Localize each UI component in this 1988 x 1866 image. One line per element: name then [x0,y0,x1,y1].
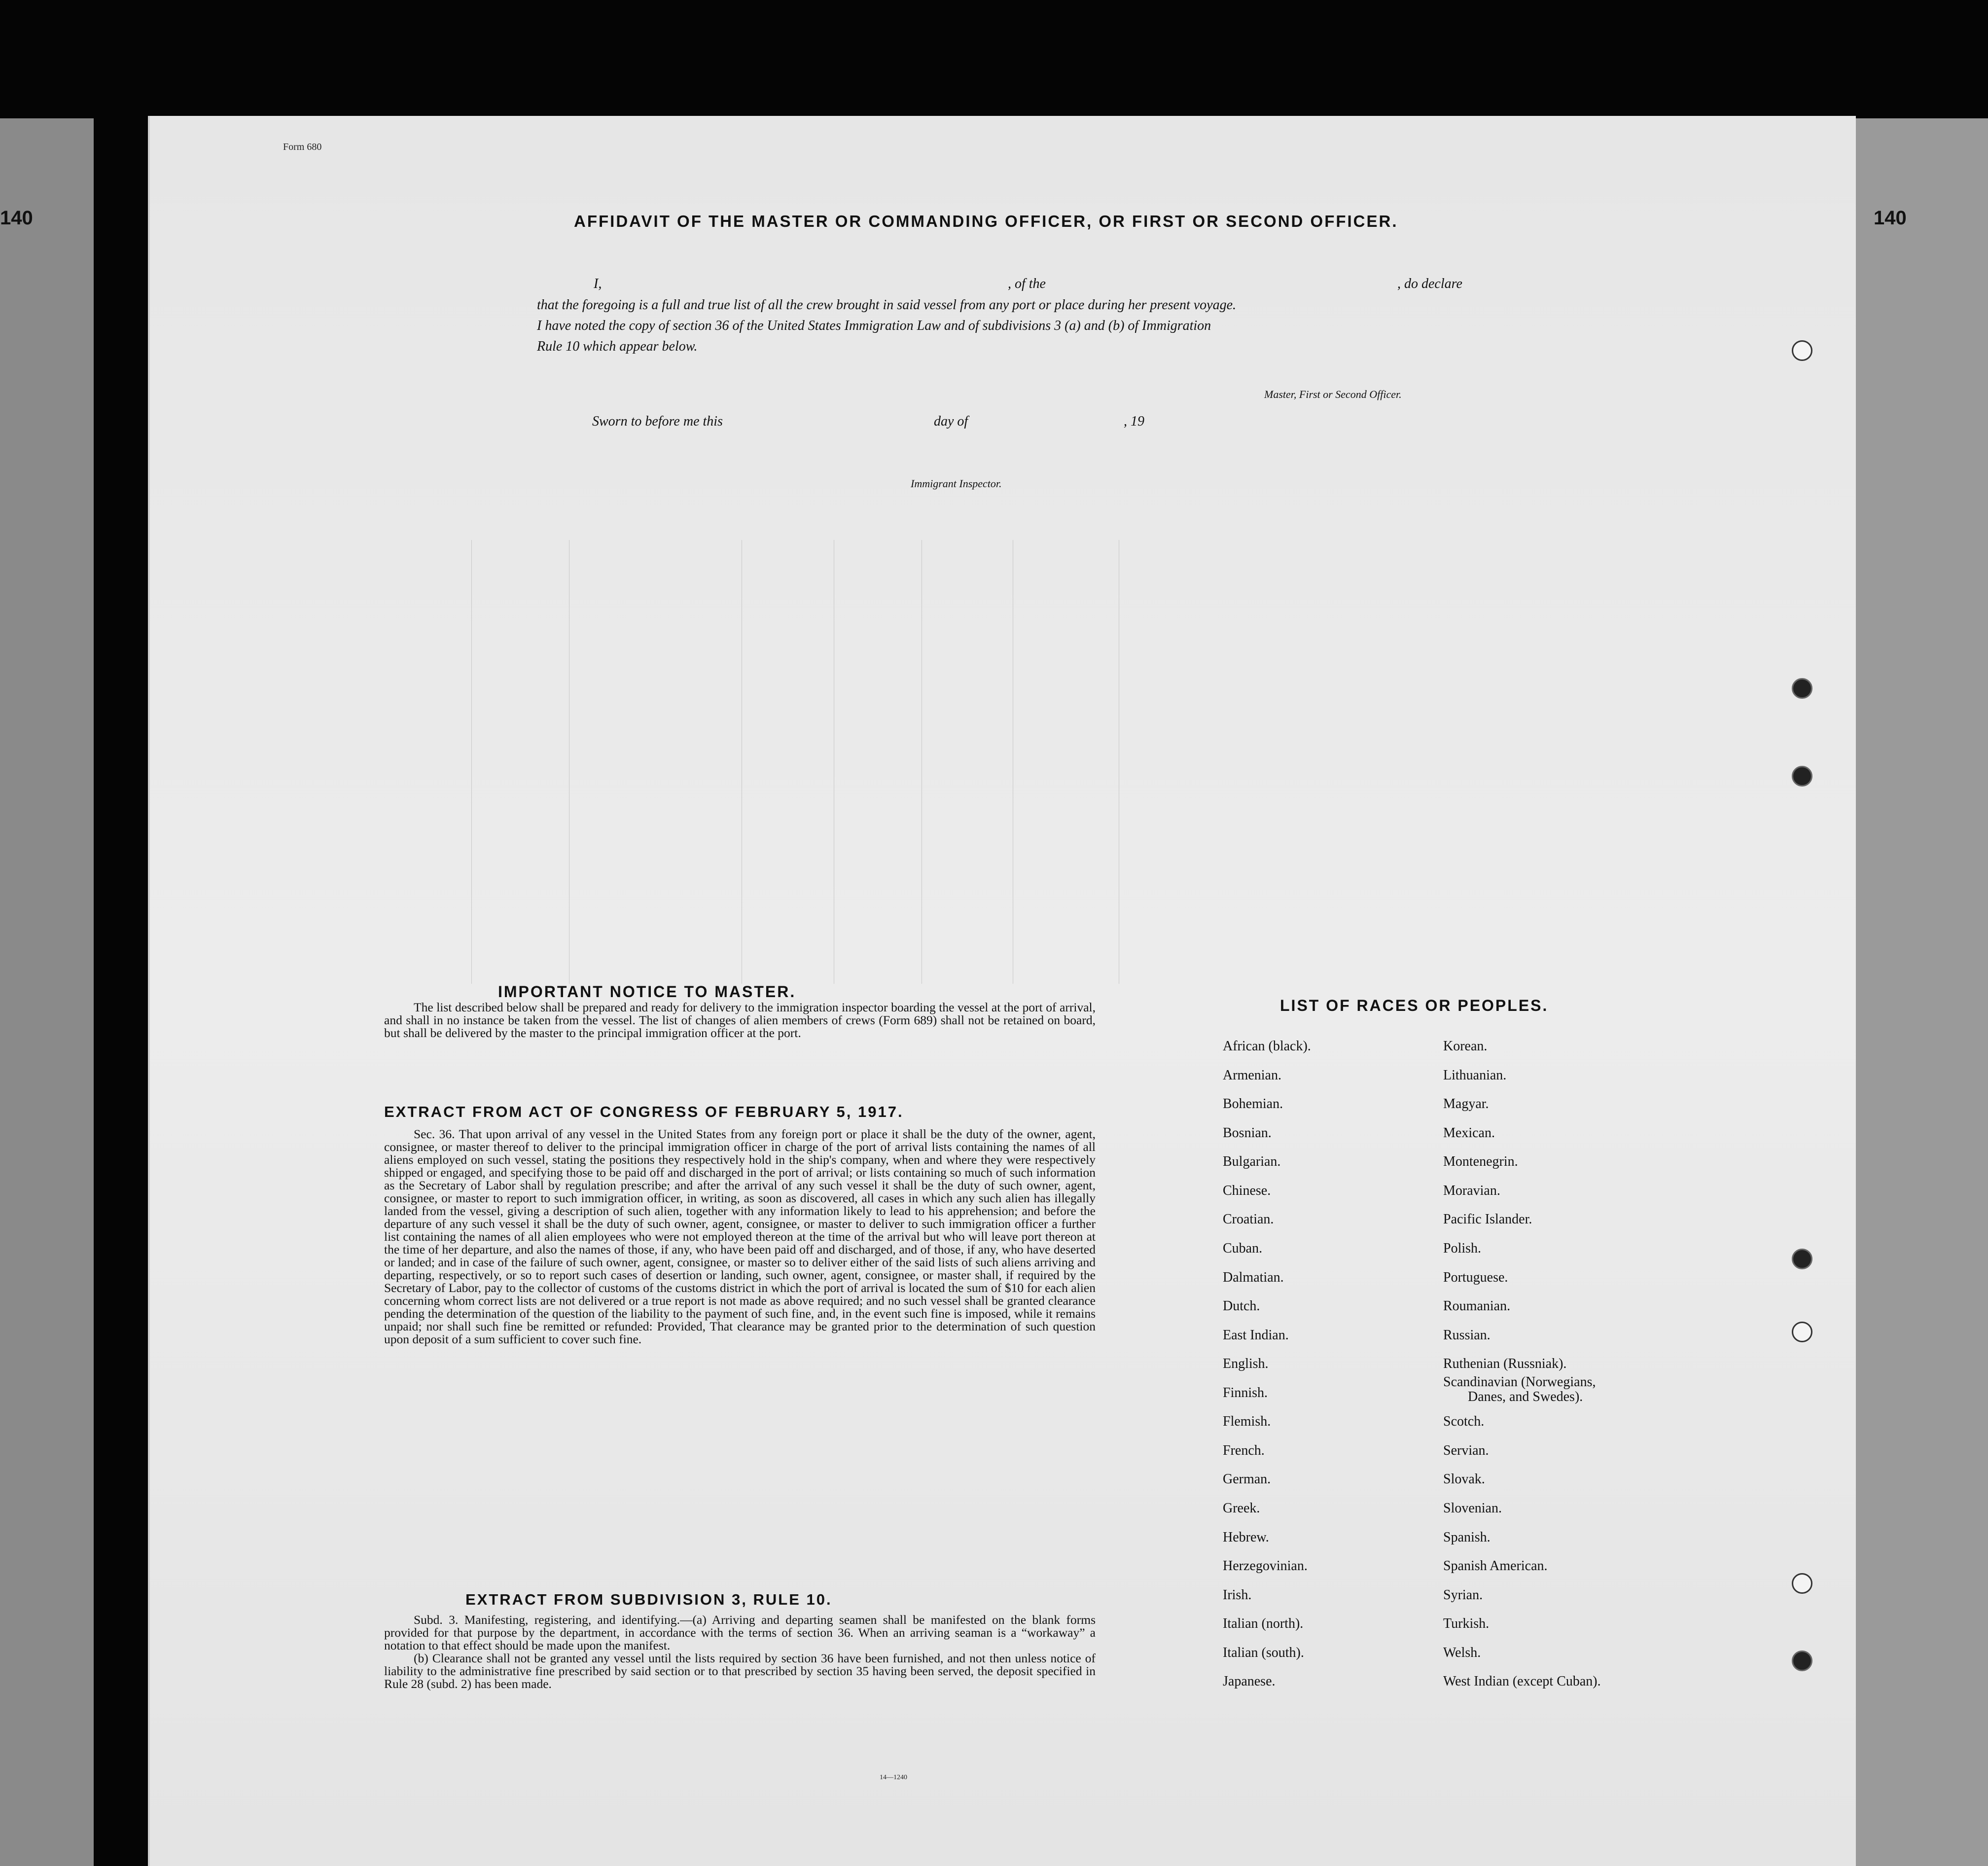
master-signature-label: Master, First or Second Officer. [1264,388,1402,400]
sworn-year: , 19 [1124,414,1144,429]
race-item: Chinese. [1223,1183,1271,1198]
race-item: Bulgarian. [1223,1154,1281,1169]
race-item: Cuban. [1223,1241,1263,1256]
race-item: Slovenian. [1443,1501,1502,1516]
affidavit-title: AFFIDAVIT OF THE MASTER OR COMMANDING OFFICER, OR FIRST OR SECOND OFFICER. [574,212,1398,230]
race-item: Scotch. [1443,1414,1485,1429]
race-item: Dutch. [1223,1298,1260,1314]
race-item: Servian. [1443,1443,1489,1458]
race-item: Dalmatian. [1223,1270,1284,1285]
extract-act-title: EXTRACT FROM ACT OF CONGRESS OF FEBRUARY 5, 1917. [384,1103,904,1120]
sworn-prefix: Sworn to before me this [592,414,723,429]
race-item: Roumanian. [1443,1298,1511,1314]
race-item: Lithuanian. [1443,1068,1507,1083]
race-item: English. [1223,1356,1269,1371]
affidavit-of-the: , of the [1008,276,1046,291]
notice-body: The list described below shall be prepared and ready for delivery to the immigration inspector boarding the vessel at the port of arrival, and shall in no instance be taken from the vessel. The list of changes of alien members of crews (Form 689) shall not be retained on board, but shall be delivered by the master to the principal immigration officer at the port. [384,1000,1096,1040]
binder-hole [1792,1651,1812,1671]
race-item: Japanese. [1223,1674,1276,1689]
race-item: Irish. [1223,1587,1252,1603]
affidavit-line-4: Rule 10 which appear below. [537,339,698,354]
race-item: Russian. [1443,1328,1491,1343]
race-item: Montenegrin. [1443,1154,1518,1169]
race-item: Greek. [1223,1501,1260,1516]
race-item: Moravian. [1443,1183,1500,1198]
race-item: Herzegovinian. [1223,1558,1308,1574]
manifest-sheet [148,116,1856,1866]
race-item: Spanish American. [1443,1558,1548,1574]
race-item: Italian (north). [1223,1616,1304,1631]
adjacent-page-right [1854,118,1988,1866]
binder-hole [1792,340,1812,361]
race-item: Turkish. [1443,1616,1490,1631]
race-item: Finnish. [1223,1385,1268,1400]
race-item: Bohemian. [1223,1096,1283,1112]
race-item: Spanish. [1443,1530,1491,1545]
binder-hole [1792,678,1812,699]
race-item: Ruthenian (Russniak). [1443,1356,1567,1371]
race-item: Korean. [1443,1039,1488,1054]
notice-title: IMPORTANT NOTICE TO MASTER. [498,983,796,1001]
race-item: Scandinavian (Norwegians, [1443,1374,1596,1390]
race-item: Italian (south). [1223,1645,1304,1660]
binder-hole [1792,1573,1812,1594]
affidavit-line-3: I have noted the copy of section 36 of the United States Immigration Law and of subdivisions 3 (a) and (b) of Immigration [537,318,1211,333]
race-item: Portuguese. [1443,1270,1508,1285]
race-item: Syrian. [1443,1587,1483,1603]
subdivision-3-text [384,1614,1096,1690]
binder-hole [1792,1322,1812,1342]
race-item: Slovak. [1443,1471,1485,1487]
race-item: Polish. [1443,1241,1482,1256]
right-page-number: 140 [1874,207,1907,229]
section-36-text: Sec. 36. That upon arrival of any vessel in the United States from any foreign port or place it shall be the duty of the owner, agent, consignee, or master thereof to deliver to the principal immigration officer in charge of the port of arrival lists containing the names of all aliens employed on such vessel, stating the positions they respectively hold in the ship's company, when and where they were respectively shipped or engaged, and specifying those to be paid off and discharged in the port of arrival; or lists containing so much of such information as the Secretary of Labor shall by regulation prescribe; and after the arrival of any such vessel it shall be the duty of such owner, agent, consignee, or master to report to such immigration officer, in writing, as soon as discovered, all cases in which any such alien has illegally landed from the vessel, giving a description of such alien, together with any information likely to lead to his apprehension; and before the departure of any such vessel it shall be the duty of such owner, agent, consignee, or master to deliver to such immigration officer a further list containing the names of all alien employees who were not employed thereon at the time of the arrival but who will leave port thereon at the time of her departure, and also the names of those, if any, who have been paid off and discharged, and of those, if any, who have deserted or landed; and in case of the failure of such owner, agent, consignee, or master so to deliver either of the said lists of such aliens arriving and departing, respectively, or so to report such cases of desertion or landing, such owner, agent, consignee, or master shall, if required by the Secretary of Labor, pay to the collector of customs of the customs district in which the port of arrival is located the sum of $10 for each alien concerning whom correct lists are not delivered or a true report is not made as above required; and no such vessel shall be granted clearance pending the determination of the question of the liability to the payment of such fine, and, in the event such fine is imposed, while it remains unpaid; nor shall such fine be remitted or refunded: Provided, That clearance may be granted prior to the determination of such question upon deposit of a sum sufficient to cover such fine. [384,1127,1096,1346]
race-item: French. [1223,1443,1265,1458]
extract-rule-title: EXTRACT FROM SUBDIVISION 3, RULE 10. [465,1591,832,1608]
race-item: Mexican. [1443,1125,1495,1141]
column-rule [471,540,472,984]
race-item: Armenian. [1223,1068,1281,1083]
race-item: West Indian (except Cuban). [1443,1674,1601,1689]
race-item: German. [1223,1471,1271,1487]
affidavit-do-declare: , do declare [1397,276,1462,291]
affidavit-line-2: that the foregoing is a full and true list of all the crew brought in said vessel from any port or place during her present voyage. [537,297,1237,313]
print-code: 14—1240 [880,1774,907,1781]
races-title: LIST OF RACES OR PEOPLES. [1280,997,1549,1014]
subdivision-3b: (b) Clearance shall not be granted any vessel until the lists required by section 36 have been furnished, and not then unless notice of liability to the administrative fine prescribed by said section or to that prescribed by section 35 having been served, the deposit specified in Rule 28 (subd. 2) has been made. [384,1651,1096,1691]
binder-hole [1792,766,1812,787]
subdivision-3a: Subd. 3. Manifesting, registering, and identifying.—(a) Arriving and departing seamen shall be manifested on the blank forms provided for that purpose by the department, in accordance with the terms of section 36. When an arriving seaman is a “workaway” a notation to that effect should be made upon the manifest. [384,1613,1096,1652]
race-item-continuation: Danes, and Swedes). [1468,1389,1583,1404]
race-item: Welsh. [1443,1645,1481,1660]
left-page-number: 140 [0,207,33,229]
sworn-day-of: day of [934,414,968,429]
binder-hole [1792,1249,1812,1269]
inspector-signature-label: Immigrant Inspector. [911,477,1002,490]
race-item: African (black). [1223,1039,1311,1054]
adjacent-page-left [0,118,94,1866]
form-number: Form 680 [283,142,322,152]
race-item: Bosnian. [1223,1125,1272,1141]
race-item: Magyar. [1443,1096,1489,1112]
race-item: Pacific Islander. [1443,1212,1532,1227]
race-item: Hebrew. [1223,1530,1269,1545]
affidavit-i: I, [594,276,602,291]
race-item: Croatian. [1223,1212,1274,1227]
race-item: Flemish. [1223,1414,1271,1429]
race-item: East Indian. [1223,1328,1289,1343]
